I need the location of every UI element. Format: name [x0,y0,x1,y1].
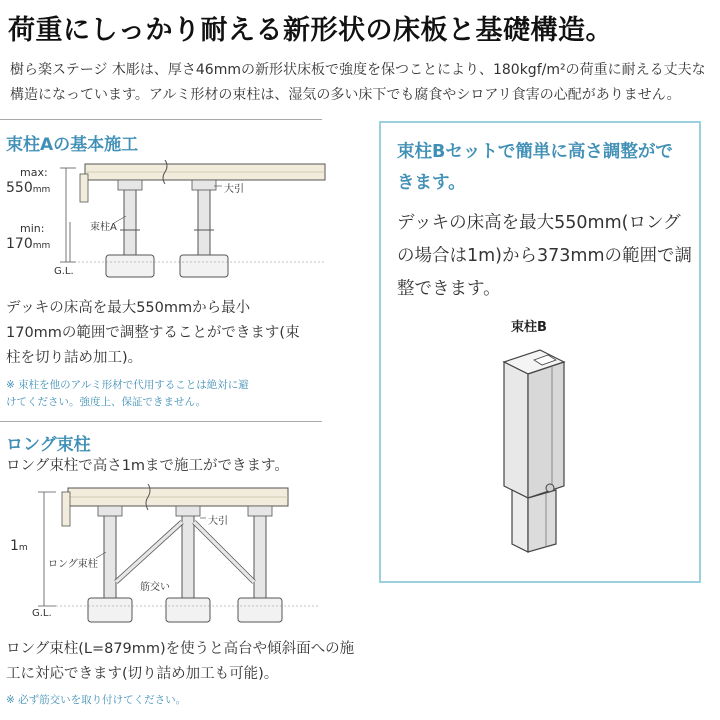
gl-label-long: G.L. [32,608,52,619]
section-a-heading: 束柱Aの基本施工 [6,135,139,155]
long-post-subheading: ロング束柱で高さ1mまで施工ができます。 [6,458,289,474]
long-post-diagram [0,478,330,628]
long-height-number: 1 [10,538,19,554]
max-label: max: [20,166,48,179]
long-height-unit: m [18,543,28,553]
max-unit: mm [32,185,51,195]
section-a-note: ※ 束柱を他のアルミ形材で代用することは絶対に避けてください。強度上、保証できません。 [6,379,249,408]
long-height [10,538,28,554]
max-value [6,180,50,196]
page-title: 荷重にしっかり耐える新形状の床板と基礎構造。 [8,15,613,46]
divider-top [0,119,322,120]
beam-label-long: 大引 [208,516,228,527]
beam-label-a: 大引 [224,184,244,195]
long-post-heading: ロング束柱 [6,435,91,455]
long-post-description: ロング束柱(L=879mm)を使うと高台や傾斜面への施工に対応できます(切り詰め加工も可能)。 [6,641,355,682]
section-a-description: デッキの床高を最大550mmから最小170mmの範囲で調整することができます(束柱を切り詰め加工)。 [6,300,300,366]
post-b-heading: 束柱Bセットで簡単に高さ調整ができます。 [397,142,673,193]
min-number: 170 [6,236,33,252]
intro-paragraph: 樹ら楽ステージ 木彫は、厚さ46mmの新形状床板で強度を保つことにより、180kgf/m²の荷重に耐える丈夫な構造になっています。アルミ形材の束柱は、湿気の多い床下でも腐食やシロアリ食害の心配がありません。 [10,62,706,103]
long-post-note: ※ 必ず筋交いを取り付けてください。 [6,694,187,706]
min-value [6,236,50,252]
post-a-label: 束柱A [90,222,117,233]
post-b-description: デッキの床高を最大550mm(ロングの場合は1m)から373mmの範囲で調整できます。 [397,213,693,299]
divider-middle [0,421,322,422]
post-a-diagram [0,150,330,290]
min-label: min: [20,222,45,235]
brace-label: 筋交い [140,582,170,593]
post-b-label: 束柱B [511,320,547,335]
post-b-illustration [490,340,590,565]
max-number: 550 [6,180,33,196]
gl-label-a: G.L. [54,266,74,277]
long-post-label: ロング束柱 [48,559,98,570]
min-unit: mm [32,241,51,251]
